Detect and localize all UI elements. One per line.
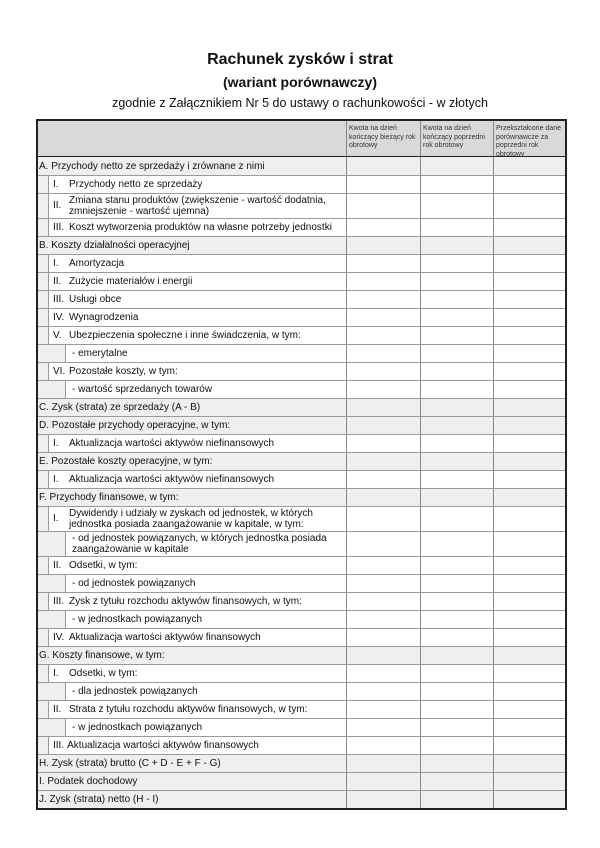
table-row [38, 610, 565, 628]
row-text [48, 176, 346, 193]
row-label: Usługi obce [69, 293, 122, 305]
table-row [38, 790, 565, 808]
table-row [38, 700, 565, 718]
value-restated-previous-year[interactable] [493, 237, 565, 254]
row-label-cell [38, 219, 346, 236]
row-label-cell [38, 575, 346, 592]
row-text [48, 471, 346, 488]
value-current-year[interactable] [346, 417, 420, 434]
row-indent [38, 507, 48, 531]
value-previous-year[interactable] [420, 273, 493, 290]
value-restated-previous-year[interactable] [493, 435, 565, 452]
table-row [38, 308, 565, 326]
value-restated-previous-year[interactable] [493, 194, 565, 218]
row-text [48, 327, 346, 344]
value-restated-previous-year[interactable] [493, 273, 565, 290]
value-previous-year[interactable] [420, 157, 493, 175]
value-current-year[interactable] [346, 435, 420, 452]
table-row [38, 531, 565, 556]
value-current-year[interactable] [346, 683, 420, 700]
row-label: Przychody netto ze sprzedaży [69, 178, 203, 190]
row-label-cell [38, 176, 346, 193]
row-indent [38, 719, 65, 736]
value-previous-year[interactable] [420, 755, 493, 772]
row-indent [38, 363, 48, 380]
value-current-year[interactable] [346, 237, 420, 254]
row-text [48, 557, 346, 574]
row-label-cell [38, 791, 346, 808]
row-label-cell [38, 719, 346, 736]
value-current-year[interactable] [346, 363, 420, 380]
row-indent [38, 629, 48, 646]
value-restated-previous-year[interactable] [493, 701, 565, 718]
row-number: III. [53, 739, 65, 751]
value-current-year[interactable] [346, 532, 420, 556]
table-header-row [38, 121, 565, 157]
value-current-year[interactable] [346, 719, 420, 736]
table-row [38, 772, 565, 790]
row-indent [38, 683, 65, 700]
row-indent [38, 176, 48, 193]
row-label: - w jednostkach powiązanych [72, 721, 203, 733]
value-previous-year[interactable] [420, 737, 493, 754]
row-indent [38, 557, 48, 574]
row-label-cell [38, 665, 346, 682]
table-row [38, 470, 565, 488]
row-indent [38, 701, 48, 718]
value-previous-year[interactable] [420, 683, 493, 700]
row-label: - dla jednostek powiązanych [72, 685, 198, 697]
row-label-cell [38, 755, 346, 772]
row-number: I. [53, 667, 59, 679]
value-previous-year[interactable] [420, 719, 493, 736]
value-previous-year[interactable] [420, 665, 493, 682]
row-indent [38, 309, 48, 326]
row-label-cell [38, 489, 346, 506]
row-label: Amortyzacja [69, 257, 125, 269]
row-label: E. Pozostałe koszty operacyjne, w tym: [39, 456, 213, 467]
row-text [48, 665, 346, 682]
row-label-cell [38, 157, 346, 175]
row-indent [38, 471, 48, 488]
value-current-year[interactable] [346, 345, 420, 362]
value-current-year[interactable] [346, 629, 420, 646]
row-indent [38, 219, 48, 236]
value-current-year[interactable] [346, 309, 420, 326]
row-indent [38, 291, 48, 308]
row-number: I. [53, 513, 59, 525]
row-label: Zysk z tytułu rozchodu aktywów finansowych, w tym: [69, 595, 302, 607]
row-label-cell [38, 345, 346, 362]
table-row [38, 682, 565, 700]
value-current-year[interactable] [346, 773, 420, 790]
value-current-year[interactable] [346, 489, 420, 506]
row-label-cell [38, 507, 346, 531]
row-text [48, 194, 346, 218]
row-label: - emerytalne [72, 347, 128, 359]
table-row [38, 236, 565, 254]
value-previous-year[interactable] [420, 194, 493, 218]
value-current-year[interactable] [346, 291, 420, 308]
table-row [38, 592, 565, 610]
value-restated-previous-year[interactable] [493, 399, 565, 416]
value-restated-previous-year[interactable] [493, 791, 565, 808]
row-label-cell [38, 471, 346, 488]
table-row [38, 272, 565, 290]
value-previous-year[interactable] [420, 557, 493, 574]
row-label-cell [38, 737, 346, 754]
value-current-year[interactable] [346, 399, 420, 416]
table-row [38, 556, 565, 574]
row-label: Aktualizacja wartości aktywów niefinansowych [69, 473, 275, 485]
row-label: - w jednostkach powiązanych [72, 613, 203, 625]
value-restated-previous-year[interactable] [493, 489, 565, 506]
value-current-year[interactable] [346, 255, 420, 272]
row-number: IV. [53, 311, 65, 323]
income-statement-table [36, 119, 567, 810]
row-label-cell [38, 255, 346, 272]
row-label-cell [38, 194, 346, 218]
row-label-cell [38, 629, 346, 646]
value-restated-previous-year[interactable] [493, 755, 565, 772]
row-label-cell [38, 381, 346, 398]
row-label-cell [38, 309, 346, 326]
row-label-cell [38, 557, 346, 574]
row-indent [38, 611, 65, 628]
row-indent [38, 381, 65, 398]
value-restated-previous-year[interactable] [493, 157, 565, 175]
value-restated-previous-year[interactable] [493, 327, 565, 344]
row-label: C. Zysk (strata) ze sprzedaży (A - B) [39, 402, 201, 413]
row-indent [38, 273, 48, 290]
row-indent [38, 194, 48, 218]
row-number: I. [53, 178, 59, 190]
value-restated-previous-year[interactable] [493, 593, 565, 610]
value-previous-year[interactable] [420, 471, 493, 488]
value-restated-previous-year[interactable] [493, 773, 565, 790]
header-cell-restated-previous-year: Przekształcone dane porównawcze za poprzedni rok obrotowy [493, 121, 565, 156]
table-row [38, 398, 565, 416]
table-row [38, 736, 565, 754]
row-indent [38, 593, 48, 610]
value-previous-year[interactable] [420, 435, 493, 452]
value-restated-previous-year[interactable] [493, 417, 565, 434]
row-label-cell [38, 273, 346, 290]
page-description: zgodnie z Załącznikiem Nr 5 do ustawy o rachunkowości - w złotych [112, 96, 488, 110]
value-restated-previous-year[interactable] [493, 471, 565, 488]
page-subtitle: (wariant porównawczy) [222, 74, 378, 90]
row-text [65, 345, 346, 362]
row-text [48, 507, 346, 531]
row-label-cell [38, 647, 346, 664]
table-row [38, 362, 565, 380]
table-row [38, 434, 565, 452]
row-label: F. Przychody finansowe, w tym: [39, 492, 179, 503]
value-previous-year[interactable] [420, 255, 493, 272]
row-text [48, 363, 346, 380]
row-label: G. Koszty finansowe, w tym: [39, 650, 165, 661]
row-label: Dywidendy i udziały w zyskach od jednostek, w których jednostka posiada zaangażowanie w kapitale, w tym: [69, 507, 313, 530]
value-previous-year[interactable] [420, 176, 493, 193]
value-restated-previous-year[interactable] [493, 381, 565, 398]
value-previous-year[interactable] [420, 453, 493, 470]
value-restated-previous-year[interactable] [493, 507, 565, 531]
row-number: VI. [53, 365, 66, 377]
row-label: Wynagrodzenia [69, 311, 139, 323]
table-row [38, 380, 565, 398]
row-label-cell [38, 363, 346, 380]
value-previous-year[interactable] [420, 507, 493, 531]
value-current-year[interactable] [346, 647, 420, 664]
row-indent [38, 575, 65, 592]
row-text [48, 273, 346, 290]
value-current-year[interactable] [346, 755, 420, 772]
row-text [48, 737, 346, 754]
value-current-year[interactable] [346, 575, 420, 592]
value-restated-previous-year[interactable] [493, 532, 565, 556]
row-number: II. [53, 559, 62, 571]
value-current-year[interactable] [346, 176, 420, 193]
row-label: Aktualizacja wartości aktywów finansowych [69, 631, 261, 643]
header-cell-current-year: Kwota na dzień kończący bieżący rok obrotowy [346, 121, 420, 156]
row-text [48, 701, 346, 718]
row-label: I. Podatek dochodowy [39, 776, 138, 787]
value-current-year[interactable] [346, 157, 420, 175]
row-label-cell [38, 399, 346, 416]
table-row [38, 506, 565, 531]
row-number: III. [53, 293, 65, 305]
table-row [38, 416, 565, 434]
value-previous-year[interactable] [420, 291, 493, 308]
value-restated-previous-year[interactable] [493, 363, 565, 380]
value-restated-previous-year[interactable] [493, 453, 565, 470]
row-label: Ubezpieczenia społeczne i inne świadczenia, w tym: [69, 329, 301, 341]
value-previous-year[interactable] [420, 417, 493, 434]
value-previous-year[interactable] [420, 791, 493, 808]
value-restated-previous-year[interactable] [493, 557, 565, 574]
value-restated-previous-year[interactable] [493, 629, 565, 646]
row-text [65, 532, 346, 556]
row-label-cell [38, 237, 346, 254]
value-current-year[interactable] [346, 737, 420, 754]
row-text [48, 593, 346, 610]
row-text [65, 381, 346, 398]
row-number: I. [53, 437, 59, 449]
row-label: Strata z tytułu rozchodu aktywów finansowych, w tym: [69, 703, 308, 715]
table-row [38, 290, 565, 308]
row-label: Odsetki, w tym: [69, 667, 138, 679]
row-label-cell [38, 593, 346, 610]
value-restated-previous-year[interactable] [493, 665, 565, 682]
value-previous-year[interactable] [420, 363, 493, 380]
row-label: A. Przychody netto ze sprzedaży i zrównane z nimi [39, 160, 265, 172]
row-label: Aktualizacja wartości aktywów niefinansowych [69, 437, 275, 449]
row-label: - wartość sprzedanych towarów [72, 383, 213, 395]
row-text [48, 435, 346, 452]
row-number: I. [53, 473, 59, 485]
value-current-year[interactable] [346, 593, 420, 610]
row-indent [38, 532, 65, 556]
value-current-year[interactable] [346, 791, 420, 808]
row-number: II. [53, 703, 62, 715]
header-cell-previous-year: Kwota na dzień kończący poprzedni rok obrotowy [420, 121, 493, 156]
value-current-year[interactable] [346, 453, 420, 470]
row-label: Zmiana stanu produktów (zwiększenie - wartość dodatnia, zmniejszenie - wartość ujemna) [69, 194, 326, 217]
value-previous-year[interactable] [420, 701, 493, 718]
row-text [48, 291, 346, 308]
row-text [65, 719, 346, 736]
value-restated-previous-year[interactable] [493, 575, 565, 592]
value-current-year[interactable] [346, 327, 420, 344]
table-row [38, 754, 565, 772]
row-indent [38, 345, 65, 362]
table-row [38, 574, 565, 592]
value-previous-year[interactable] [420, 593, 493, 610]
row-label: Koszt wytworzenia produktów na własne potrzeby jednostki [69, 221, 332, 233]
row-text [65, 611, 346, 628]
row-label: Zużycie materiałów i energii [69, 275, 193, 287]
value-previous-year[interactable] [420, 381, 493, 398]
value-previous-year[interactable] [420, 327, 493, 344]
table-row [38, 344, 565, 362]
value-previous-year[interactable] [420, 345, 493, 362]
value-current-year[interactable] [346, 507, 420, 531]
row-label-cell [38, 532, 346, 556]
value-restated-previous-year[interactable] [493, 255, 565, 272]
row-label-cell [38, 417, 346, 434]
value-previous-year[interactable] [420, 489, 493, 506]
row-label-cell [38, 701, 346, 718]
value-current-year[interactable] [346, 665, 420, 682]
row-text [48, 309, 346, 326]
value-previous-year[interactable] [420, 773, 493, 790]
row-number: I. [53, 257, 59, 269]
row-label-cell [38, 327, 346, 344]
row-text [48, 629, 346, 646]
row-indent [38, 665, 48, 682]
value-restated-previous-year[interactable] [493, 291, 565, 308]
value-current-year[interactable] [346, 701, 420, 718]
value-current-year[interactable] [346, 194, 420, 218]
value-restated-previous-year[interactable] [493, 309, 565, 326]
table-row [38, 326, 565, 344]
value-previous-year[interactable] [420, 237, 493, 254]
row-label: Pozostałe koszty, w tym: [69, 365, 178, 377]
table-row [38, 193, 565, 218]
row-number: III. [53, 221, 65, 233]
row-indent [38, 737, 48, 754]
table-row [38, 628, 565, 646]
row-label-cell [38, 611, 346, 628]
row-number: II. [53, 200, 62, 212]
value-restated-previous-year[interactable] [493, 647, 565, 664]
value-current-year[interactable] [346, 273, 420, 290]
value-restated-previous-year[interactable] [493, 345, 565, 362]
row-label: - od jednostek powiązanych [72, 577, 196, 589]
row-label-cell [38, 773, 346, 790]
row-label: D. Pozostałe przychody operacyjne, w tym: [39, 420, 231, 431]
row-label-cell [38, 683, 346, 700]
table-row [38, 488, 565, 506]
row-number: II. [53, 275, 62, 287]
row-label: B. Koszty działalności operacyjnej [39, 240, 190, 251]
table-row [38, 664, 565, 682]
row-label: H. Zysk (strata) brutto (C + D - E + F - G) [39, 758, 221, 769]
row-label-cell [38, 453, 346, 470]
page-title: Rachunek zysków i strat [207, 51, 393, 68]
table-row [38, 254, 565, 272]
row-label: J. Zysk (strata) netto (H - I) [39, 794, 159, 805]
value-current-year[interactable] [346, 219, 420, 236]
value-previous-year[interactable] [420, 532, 493, 556]
value-previous-year[interactable] [420, 219, 493, 236]
value-previous-year[interactable] [420, 647, 493, 664]
value-current-year[interactable] [346, 611, 420, 628]
table-row [38, 452, 565, 470]
table-row [38, 157, 565, 175]
value-restated-previous-year[interactable] [493, 219, 565, 236]
row-indent [38, 255, 48, 272]
value-previous-year[interactable] [420, 399, 493, 416]
value-restated-previous-year[interactable] [493, 683, 565, 700]
row-text [65, 683, 346, 700]
table-row [38, 646, 565, 664]
table-row [38, 175, 565, 193]
header-cell-item [38, 121, 346, 156]
value-current-year[interactable] [346, 557, 420, 574]
row-number: IV. [53, 631, 65, 643]
row-label-cell [38, 435, 346, 452]
value-restated-previous-year[interactable] [493, 737, 565, 754]
value-restated-previous-year[interactable] [493, 176, 565, 193]
row-label-cell [38, 291, 346, 308]
table-row [38, 718, 565, 736]
row-text [48, 255, 346, 272]
document-header [0, 50, 600, 111]
value-current-year[interactable] [346, 471, 420, 488]
row-text [48, 219, 346, 236]
row-label: Aktualizacja wartości aktywów finansowych [67, 739, 259, 751]
table-row [38, 218, 565, 236]
value-previous-year[interactable] [420, 309, 493, 326]
row-label: - od jednostek powiązanych, w których jednostka posiada zaangażowanie w kapitale [72, 532, 327, 555]
value-previous-year[interactable] [420, 629, 493, 646]
value-previous-year[interactable] [420, 611, 493, 628]
value-restated-previous-year[interactable] [493, 719, 565, 736]
row-indent [38, 327, 48, 344]
value-restated-previous-year[interactable] [493, 611, 565, 628]
row-label: Odsetki, w tym: [69, 559, 138, 571]
row-indent [38, 435, 48, 452]
row-number: III. [53, 595, 65, 607]
value-current-year[interactable] [346, 381, 420, 398]
row-text [65, 575, 346, 592]
row-number: V. [53, 329, 62, 341]
value-previous-year[interactable] [420, 575, 493, 592]
